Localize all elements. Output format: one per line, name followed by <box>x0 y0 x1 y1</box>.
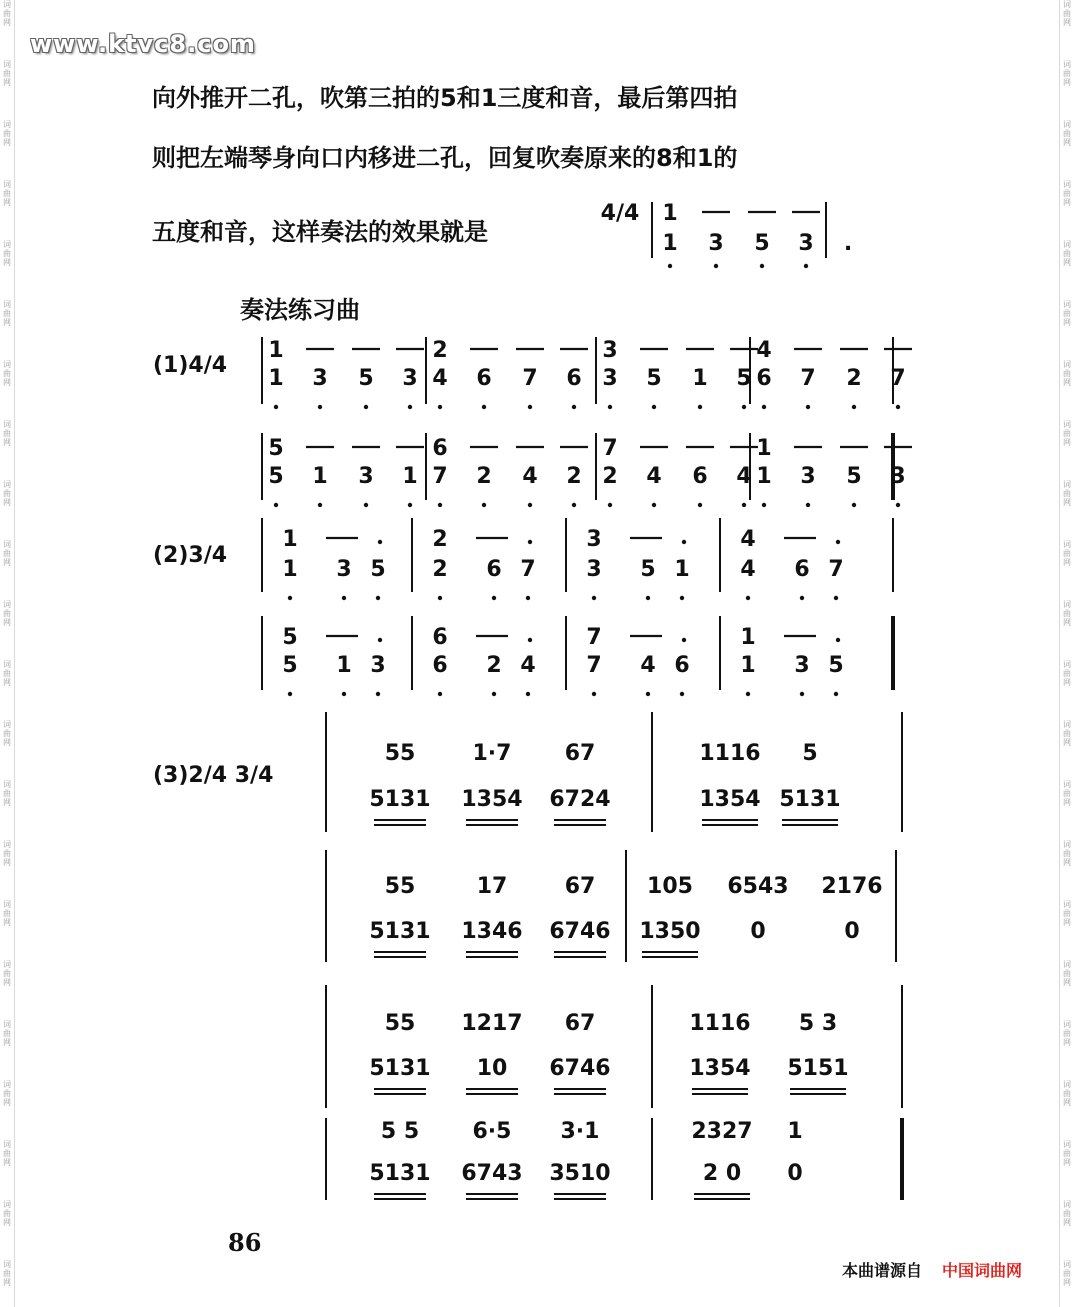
example-low-dot <box>714 264 718 268</box>
exercise2-low-dot <box>646 596 650 600</box>
exercise1-top-note: 1 <box>756 436 772 461</box>
exercise1-bottom-note: 3 <box>358 464 374 489</box>
margin-mark: 词 曲 网 <box>3 1020 11 1047</box>
example-top-note: 1 <box>662 201 678 226</box>
margin-mark: 词 曲 网 <box>1063 1020 1071 1047</box>
margin-mark: 词 曲 网 <box>1063 1260 1071 1287</box>
exercise1-top-note: 7 <box>602 436 618 461</box>
margin-mark: 词 曲 网 <box>3 960 11 987</box>
exercise2-low-dot <box>342 596 346 600</box>
margin-mark: 词 曲 网 <box>3 1260 11 1287</box>
exercise1-bottom-note: 3 <box>890 464 906 489</box>
exercise1-low-dot <box>852 405 856 409</box>
exercise1-bottom-note: 6 <box>476 366 492 391</box>
exercise2-bottom-note: 1 <box>336 653 352 678</box>
exercise2-dot <box>836 540 840 544</box>
margin-mark: 词 曲 网 <box>3 600 11 627</box>
exercise1-bottom-note: 7 <box>890 366 906 391</box>
exercise2-bottom-note: 4 <box>740 557 756 582</box>
exercise2-low-dot <box>438 596 442 600</box>
exercise3-bottom-note: 5131 <box>779 787 841 812</box>
exercise3-top-note: 105 <box>647 874 693 899</box>
exercise3-top-note: 55 <box>384 741 416 766</box>
exercise2-low-dot <box>800 692 804 696</box>
exercise2-low-dot <box>746 692 750 696</box>
exercise2-low-dot <box>288 596 292 600</box>
exercise1-top-note: 6 <box>432 436 448 461</box>
exercise2-top-note: 4 <box>740 527 756 552</box>
exercise2-bottom-note: 5 <box>640 557 656 582</box>
exercise1-low-dot <box>896 503 900 507</box>
margin-mark: 词 曲 网 <box>1063 1080 1071 1107</box>
exercise1-low-dot <box>572 503 576 507</box>
exercise3-bottom-note: 1354 <box>461 787 523 812</box>
exercise1-bottom-note: 5 <box>646 366 662 391</box>
margin-mark: 词 曲 网 <box>1063 360 1071 387</box>
exercise2-low-dot <box>834 692 838 696</box>
margin-mark: 词 曲 网 <box>3 1140 11 1167</box>
example-time-signature: 4/4 <box>600 201 640 226</box>
exercise3-top-note: 55 <box>384 874 416 899</box>
exercise3-bottom-note: 1346 <box>461 919 523 944</box>
exercise1-low-dot <box>364 405 368 409</box>
exercise3-top-note: 67 <box>564 874 596 899</box>
margin-mark: 词 曲 网 <box>1063 240 1071 267</box>
exercise1-low-dot <box>528 503 532 507</box>
exercise2-top-note: 1 <box>282 527 298 552</box>
exercise2-low-dot <box>746 596 750 600</box>
exercise1-low-dot <box>364 503 368 507</box>
exercise2-bottom-note: 7 <box>586 653 602 678</box>
exercise3-top-note: 67 <box>564 741 596 766</box>
exercise1-low-dot <box>528 405 532 409</box>
exercise2-top-note: 1 <box>740 625 756 650</box>
exercise3-top-note: 6·5 <box>472 1119 512 1144</box>
margin-mark: 词 曲 网 <box>3 1080 11 1107</box>
margin-mark: 词 曲 网 <box>3 120 11 147</box>
exercise3-bottom-note: 0 <box>750 919 766 944</box>
margin-mark: 词 曲 网 <box>3 900 11 927</box>
margin-mark: 词 曲 网 <box>1063 120 1071 147</box>
exercise3-top-note: 1·7 <box>472 741 512 766</box>
exercise2-bottom-note: 3 <box>794 653 810 678</box>
exercise1-low-dot <box>652 503 656 507</box>
exercise1-low-dot <box>608 503 612 507</box>
exercise3-top-note: 5 <box>802 741 818 766</box>
exercise1-top-note: 5 <box>268 436 284 461</box>
exercise2-low-dot <box>592 692 596 696</box>
exercise1-bottom-note: 5 <box>268 464 284 489</box>
exercise3-top-note: 5 3 <box>798 1011 838 1036</box>
exercise2-top-note: 3 <box>586 527 602 552</box>
exercise1-low-dot <box>274 405 278 409</box>
source-footer <box>842 1258 1022 1281</box>
margin-mark: 词 曲 网 <box>3 660 11 687</box>
margin-mark: 词 曲 网 <box>1063 960 1071 987</box>
exercise3-bottom-note: 6724 <box>549 787 611 812</box>
exercise2-top-note: 7 <box>586 625 602 650</box>
exercise1-bottom-note: 2 <box>476 464 492 489</box>
exercise1-bottom-note: 4 <box>646 464 662 489</box>
exercise3-top-note: 55 <box>384 1011 416 1036</box>
exercise3-top-note: 1 <box>787 1119 803 1144</box>
exercise2-low-dot <box>680 596 684 600</box>
exercise3-top-note: 17 <box>476 874 508 899</box>
margin-mark: 词 曲 网 <box>3 840 11 867</box>
exercise2-bottom-note: 4 <box>520 653 536 678</box>
exercise2-bottom-note: 5 <box>828 653 844 678</box>
exercise2-low-dot <box>646 692 650 696</box>
margin-mark: 词 曲 网 <box>1063 600 1071 627</box>
margin-mark: 词 曲 网 <box>1063 780 1071 807</box>
exercise2-low-dot <box>492 596 496 600</box>
exercise3-bottom-note: 6746 <box>549 919 611 944</box>
exercise2-bottom-note: 3 <box>370 653 386 678</box>
margin-mark: 词 曲 网 <box>1063 660 1071 687</box>
prose-line-1: 向外推开二孔，吹第三拍的5和1三度和音，最后第四拍 <box>152 84 738 112</box>
exercise1-low-dot <box>572 405 576 409</box>
exercise2-low-dot <box>680 692 684 696</box>
exercise1-low-dot <box>482 503 486 507</box>
exercise1-top-note: 1 <box>268 338 284 363</box>
exercise2-bottom-note: 7 <box>520 557 536 582</box>
exercise3-bottom-note: 5151 <box>787 1056 849 1081</box>
exercise2-low-dot <box>492 692 496 696</box>
exercise3-top-note: 6543 <box>727 874 789 899</box>
exercise1-top-note: 2 <box>432 338 448 363</box>
margin-mark: 词 曲 网 <box>3 180 11 207</box>
exercise2-low-dot <box>526 596 530 600</box>
exercise2-bottom-note: 1 <box>740 653 756 678</box>
margin-mark: 词 曲 网 <box>1063 300 1071 327</box>
exercise2-bottom-note: 2 <box>486 653 502 678</box>
exercise1-top-note: 3 <box>602 338 618 363</box>
exercise1-bottom-note: 1 <box>756 464 772 489</box>
exercise2-bottom-note: 1 <box>674 557 690 582</box>
margin-mark: 词 曲 网 <box>1063 0 1071 27</box>
prose-line-3: 五度和音，这样奏法的效果就是 <box>152 218 488 246</box>
example-bottom-note: 1 <box>662 231 678 256</box>
exercise3-bottom-note: 5131 <box>369 787 431 812</box>
exercise2-bottom-note: 3 <box>586 557 602 582</box>
exercise3-bottom-note: 5131 <box>369 1161 431 1186</box>
exercise1-bottom-note: 5 <box>736 366 752 391</box>
exercise2-bottom-note: 6 <box>432 653 448 678</box>
exercise2-low-dot <box>800 596 804 600</box>
exercise1-low-dot <box>438 405 442 409</box>
exercise2-top-note: 2 <box>432 527 448 552</box>
exercise1-low-dot <box>652 405 656 409</box>
exercise3-bottom-note: 0 <box>787 1161 803 1186</box>
exercise3-bottom-note: 1354 <box>689 1056 751 1081</box>
exercise3-bottom-note: 0 <box>844 919 860 944</box>
margin-mark: 词 曲 网 <box>1063 540 1071 567</box>
exercise2-low-dot <box>288 692 292 696</box>
exercise2-bottom-note: 1 <box>282 557 298 582</box>
exercise1-bottom-note: 1 <box>268 366 284 391</box>
exercise2-top-note: 6 <box>432 625 448 650</box>
margin-mark: 词 曲 网 <box>1063 900 1071 927</box>
exercise1-label: (1)4/4 <box>153 353 228 378</box>
example-low-dot <box>668 264 672 268</box>
exercise2-dot <box>528 638 532 642</box>
margin-mark: 词 曲 网 <box>3 780 11 807</box>
margin-mark: 词 曲 网 <box>3 240 11 267</box>
margin-mark: 词 曲 网 <box>1063 60 1071 87</box>
exercise1-bottom-note: 2 <box>602 464 618 489</box>
exercise3-top-note: 67 <box>564 1011 596 1036</box>
example-bottom-note: 3 <box>798 231 814 256</box>
margin-mark: 词 曲 网 <box>1063 720 1071 747</box>
exercise2-bottom-note: 6 <box>674 653 690 678</box>
exercise1-bottom-note: 7 <box>800 366 816 391</box>
exercise1-low-dot <box>482 405 486 409</box>
exercise1-bottom-note: 5 <box>846 464 862 489</box>
exercise1-low-dot <box>318 405 322 409</box>
margin-mark: 词 曲 网 <box>1063 480 1071 507</box>
exercise1-bottom-note: 3 <box>402 366 418 391</box>
exercise1-bottom-note: 4 <box>736 464 752 489</box>
exercise1-low-dot <box>762 405 766 409</box>
exercise1-low-dot <box>742 503 746 507</box>
exercise2-bottom-note: 5 <box>370 557 386 582</box>
exercise3-top-note: 1116 <box>689 1011 751 1036</box>
example-bottom-note: 5 <box>754 231 770 256</box>
example-low-dot <box>760 264 764 268</box>
exercise1-bottom-note: 7 <box>432 464 448 489</box>
exercise3-top-note: 1116 <box>699 741 761 766</box>
exercise2-bottom-note: 7 <box>828 557 844 582</box>
exercise1-bottom-note: 2 <box>846 366 862 391</box>
margin-mark: 词 曲 网 <box>1063 1140 1071 1167</box>
exercise2-bottom-note: 4 <box>640 653 656 678</box>
exercise2-top-note: 5 <box>282 625 298 650</box>
exercise1-bottom-note: 3 <box>312 366 328 391</box>
exercise3-top-note: 3·1 <box>560 1119 600 1144</box>
exercise3-bottom-note: 2 0 <box>702 1161 742 1186</box>
exercise1-low-dot <box>408 503 412 507</box>
margin-mark: 词 曲 网 <box>3 60 11 87</box>
margin-mark: 词 曲 网 <box>1063 840 1071 867</box>
exercise1-bottom-note: 1 <box>402 464 418 489</box>
exercise2-low-dot <box>526 692 530 696</box>
page-number: 86 <box>228 1228 262 1257</box>
exercise1-bottom-note: 6 <box>566 366 582 391</box>
exercise2-dot <box>836 638 840 642</box>
exercise3-bottom-note: 10 <box>476 1056 508 1081</box>
exercise1-bottom-note: 4 <box>522 464 538 489</box>
exercise3-bottom-note: 5131 <box>369 1056 431 1081</box>
exercise1-low-dot <box>806 405 810 409</box>
exercise3-bottom-note: 5131 <box>369 919 431 944</box>
source-site: 中国词曲网 <box>942 1261 1023 1280</box>
exercise2-dot <box>682 638 686 642</box>
exercise2-bottom-note: 5 <box>282 653 298 678</box>
exercise1-low-dot <box>438 503 442 507</box>
exercise1-bottom-note: 1 <box>312 464 328 489</box>
source-label: 本曲谱源自 <box>842 1261 923 1280</box>
exercise1-low-dot <box>806 503 810 507</box>
margin-mark: 词 曲 网 <box>3 720 11 747</box>
exercise1-bottom-note: 2 <box>566 464 582 489</box>
prose-line-2: 则把左端琴身向口内移进二孔，回复吹奏原来的8和1的 <box>152 144 738 172</box>
exercise2-low-dot <box>342 692 346 696</box>
exercise3-bottom-note: 1350 <box>639 919 701 944</box>
exercise3-bottom-note: 3510 <box>549 1161 611 1186</box>
exercise1-low-dot <box>852 503 856 507</box>
exercise2-bottom-note: 6 <box>486 557 502 582</box>
margin-mark: 词 曲 网 <box>1063 1200 1071 1227</box>
exercise1-bottom-note: 6 <box>692 464 708 489</box>
margin-mark: 词 曲 网 <box>3 300 11 327</box>
margin-mark: 词 曲 网 <box>1063 420 1071 447</box>
section-heading: 奏法练习曲 <box>240 296 360 324</box>
example-period: . <box>843 231 853 256</box>
exercise1-bottom-note: 1 <box>692 366 708 391</box>
exercise3-top-note: 5 5 <box>380 1119 420 1144</box>
exercise2-dot <box>682 540 686 544</box>
exercise1-bottom-note: 6 <box>756 366 772 391</box>
exercise3-bottom-note: 1354 <box>699 787 761 812</box>
margin-mark: 词 曲 网 <box>3 0 11 27</box>
exercise1-top-note: 4 <box>756 338 772 363</box>
exercise2-dot <box>528 540 532 544</box>
exercise2-dot <box>378 540 382 544</box>
exercise1-low-dot <box>408 405 412 409</box>
margin-mark: 词 曲 网 <box>3 1200 11 1227</box>
margin-mark: 词 曲 网 <box>3 360 11 387</box>
exercise1-low-dot <box>698 503 702 507</box>
exercise1-bottom-note: 5 <box>358 366 374 391</box>
exercise2-low-dot <box>438 692 442 696</box>
exercise2-bottom-note: 2 <box>432 557 448 582</box>
exercise2-low-dot <box>376 692 380 696</box>
margin-mark: 词 曲 网 <box>3 480 11 507</box>
exercise3-top-note: 2176 <box>821 874 883 899</box>
exercise2-label: (2)3/4 <box>153 543 228 568</box>
exercise2-dot <box>378 638 382 642</box>
exercise1-low-dot <box>896 405 900 409</box>
exercise2-low-dot <box>834 596 838 600</box>
exercise1-low-dot <box>608 405 612 409</box>
exercise2-bottom-note: 6 <box>794 557 810 582</box>
exercise1-low-dot <box>318 503 322 507</box>
example-bottom-note: 3 <box>708 231 724 256</box>
margin-mark: 词 曲 网 <box>3 540 11 567</box>
exercise3-top-note: 1217 <box>461 1011 523 1036</box>
exercise3-bottom-note: 6746 <box>549 1056 611 1081</box>
site-watermark: www.ktvc8.com <box>30 30 256 58</box>
exercise3-label: (3)2/4 3/4 <box>153 763 274 788</box>
exercise3-bottom-note: 6743 <box>461 1161 523 1186</box>
exercise1-bottom-note: 4 <box>432 366 448 391</box>
margin-mark: 词 曲 网 <box>1063 180 1071 207</box>
exercise1-bottom-note: 3 <box>800 464 816 489</box>
exercise1-low-dot <box>698 405 702 409</box>
exercise1-bottom-note: 7 <box>522 366 538 391</box>
example-low-dot <box>804 264 808 268</box>
exercise1-bottom-note: 3 <box>602 366 618 391</box>
exercise2-low-dot <box>592 596 596 600</box>
exercise3-top-note: 2327 <box>691 1119 753 1144</box>
exercise2-bottom-note: 3 <box>336 557 352 582</box>
exercise1-low-dot <box>274 503 278 507</box>
exercise2-low-dot <box>376 596 380 600</box>
exercise1-low-dot <box>742 405 746 409</box>
margin-mark: 词 曲 网 <box>3 420 11 447</box>
exercise1-low-dot <box>762 503 766 507</box>
